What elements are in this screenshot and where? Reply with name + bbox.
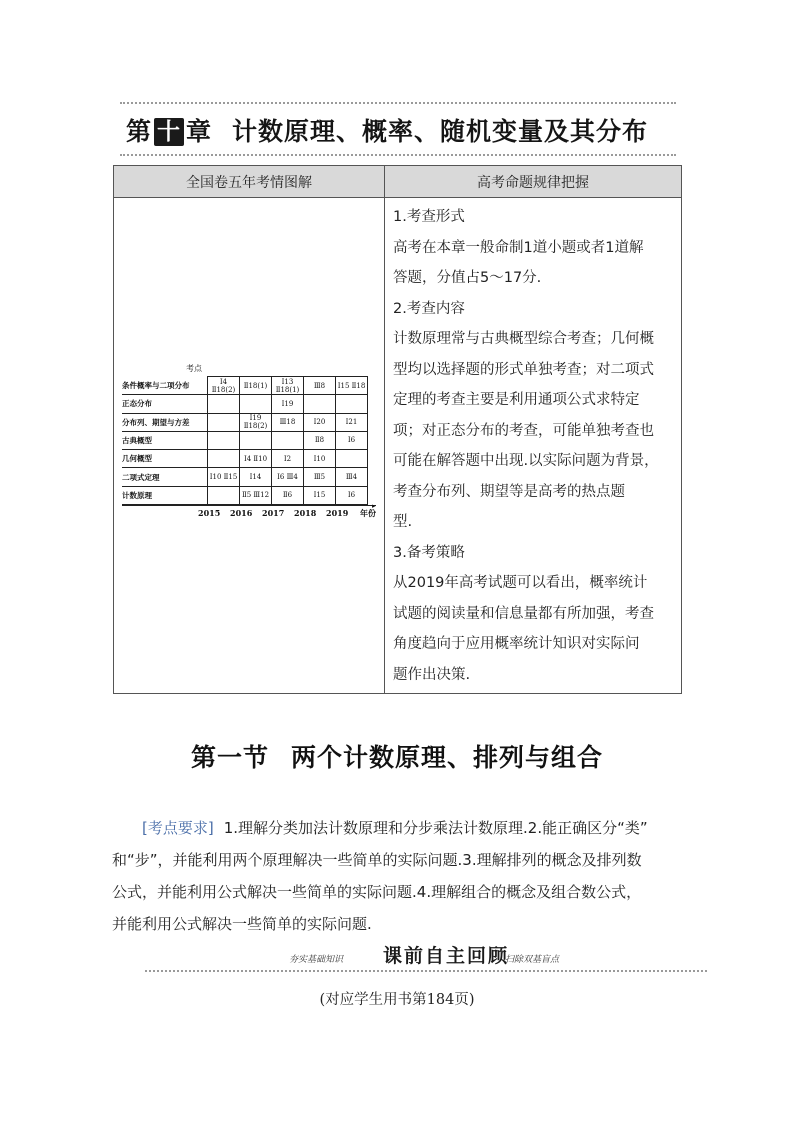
chart-year-label: 2019 [326, 508, 349, 518]
chart-year-labels [198, 508, 388, 518]
chart-cell [271, 431, 304, 450]
chart-year-label: 2017 [262, 508, 285, 518]
chart-row-label: 几何概型 [122, 450, 208, 468]
chart-cell: Ⅰ19 [271, 394, 304, 413]
chart-cell [239, 431, 272, 450]
chart-cell: Ⅰ6 [335, 431, 368, 450]
chart-cell: Ⅲ5 [303, 467, 336, 486]
chart-cell: Ⅰ14 [239, 467, 272, 486]
chart-cell [207, 431, 240, 450]
chart-cell [207, 413, 240, 432]
review-banner [145, 940, 707, 972]
requirement-line-3: 公式，并能利用公式解决一些简单的实际问题.4.理解组合的概念及组合数公式， [112, 883, 642, 901]
exam-pattern-content [385, 198, 682, 694]
banner-right: 扫除双基盲点 [505, 955, 560, 965]
pattern-line: 题作出决策. [393, 666, 471, 683]
requirement-line-1: 1.理解分类加法计数原理和分步乘法计数原理.2.能正确区分“类” [223, 819, 648, 837]
chart-row-labels [122, 377, 208, 505]
pattern-line: 答题，分值占5～17分. [393, 270, 542, 286]
chart-cell: Ⅲ8 [303, 376, 336, 395]
chart-cell [207, 449, 240, 468]
requirement-line-2: 和“步”，并能利用两个原理解决一些简单的实际问题.3.理解排列的概念及排列数 [112, 851, 642, 869]
chart-x-axis-label: 年份 [360, 508, 376, 518]
pattern-line: 角度趋向于应用概率统计知识对实际问 [393, 636, 640, 652]
pattern-line: 项；对正态分布的考查，可能单独考查也 [393, 422, 654, 439]
pattern-line: 考查分布列、期望等是高考的热点题 [393, 483, 625, 500]
pattern-line: 型. [393, 514, 413, 530]
chapter-suffix: 章 [186, 117, 213, 146]
chapter-title [126, 112, 648, 148]
chart-x-arrow-icon: ▸ [372, 502, 376, 510]
chart-row-label: 条件概率与二项分布 [122, 377, 208, 395]
section-number: 第一节 [190, 743, 269, 772]
chart-cell: Ⅰ4 Ⅱ18(2) [207, 376, 240, 395]
chart-cell: Ⅱ8 [303, 431, 336, 450]
chart-cell: Ⅲ4 [335, 467, 368, 486]
chart-cell: Ⅱ18(1) [239, 376, 272, 395]
pattern-line: 高考在本章一般命制1道小题或者1道解 [393, 239, 644, 256]
chart-cell: Ⅰ19 Ⅱ18(2) [239, 413, 272, 432]
pattern-line: 从2019年高考试题可以看出，概率统计 [393, 575, 648, 591]
pattern-line: 2.考查内容 [393, 300, 465, 317]
pattern-line: 定理的考查主要是利用通项公式求特定 [393, 392, 640, 408]
chart-cell: Ⅰ21 [335, 413, 368, 432]
overview-table [113, 165, 682, 694]
chart-row-label: 古典概型 [122, 432, 208, 450]
chart-cell: Ⅱ5 Ⅲ12 [239, 486, 272, 505]
chart-cell: Ⅱ6 [271, 486, 304, 505]
requirement-block [112, 812, 688, 940]
chart-row-label: 正态分布 [122, 395, 208, 413]
pattern-line: 计数原理常与古典概型综合考查；几何概 [393, 331, 654, 347]
chart-grid [208, 377, 368, 505]
pattern-line: 3.备考策略 [393, 544, 465, 561]
section-name: 两个计数原理、排列与组合 [291, 743, 604, 772]
chart-cell [207, 486, 240, 505]
chart-y-axis-label: 考点 [186, 364, 202, 373]
chapter-header [120, 102, 676, 156]
chart-cell: Ⅰ10 [303, 449, 336, 468]
chapter-main-title: 计数原理、概率、随机变量及其分布 [232, 117, 649, 146]
chart-row-label: 分布列、期望与方差 [122, 414, 208, 432]
chart-year-label: 2015 [198, 508, 221, 518]
chart-cell: Ⅰ2 [271, 449, 304, 468]
chart-x-axis [122, 505, 376, 506]
table-header-left: 全国卷五年考情图解 [114, 166, 385, 198]
pattern-line: 型均以选择题的形式单独考查；对二项式 [393, 361, 654, 378]
chart-cell [303, 394, 336, 413]
chart-cell [335, 449, 368, 468]
chart-cell: Ⅰ10 Ⅱ15 [207, 467, 240, 486]
chart-cell: Ⅰ15 [303, 486, 336, 505]
chart-row-label: 计数原理 [122, 487, 208, 505]
chart-cell [239, 394, 272, 413]
chapter-number: 十 [154, 118, 184, 146]
section-title [0, 738, 794, 774]
chapter-prefix: 第 [126, 117, 153, 146]
chart-cell: Ⅰ13 Ⅱ18(1) [271, 376, 304, 395]
chart-year-label: 2016 [230, 508, 253, 518]
pattern-line: 1.考查形式 [393, 209, 465, 225]
chart-cell: Ⅰ20 [303, 413, 336, 432]
banner-center: 课前自主回顾 [383, 945, 510, 967]
pattern-line: 可能在解答题中出现.以实际问题为背景， [393, 453, 659, 469]
exam-chart-cell [114, 198, 385, 694]
page-reference: (对应学生用书第184页) [319, 992, 475, 1008]
chart-cell: Ⅰ4 Ⅱ10 [239, 449, 272, 468]
banner-left: 夯实基础知识 [289, 955, 344, 965]
requirement-tag: [考点要求] [142, 819, 214, 837]
chart-year-label: 2018 [294, 508, 317, 518]
chart-cell: Ⅲ18 [271, 413, 304, 432]
chart-row-label: 二项式定理 [122, 468, 208, 486]
chart-cell [207, 394, 240, 413]
requirement-line-4: 并能利用公式解决一些简单的实际问题. [112, 915, 372, 933]
pattern-line: 试题的阅读量和信息量都有所加强，考查 [393, 605, 654, 622]
chart-cell [335, 394, 368, 413]
exam-topic-chart [122, 363, 378, 523]
chart-cell: Ⅰ15 Ⅱ18 [335, 376, 368, 395]
table-header-right: 高考命题规律把握 [385, 166, 682, 198]
chart-cell: Ⅰ6 Ⅲ4 [271, 467, 304, 486]
chart-cell: Ⅰ6 [335, 486, 368, 505]
